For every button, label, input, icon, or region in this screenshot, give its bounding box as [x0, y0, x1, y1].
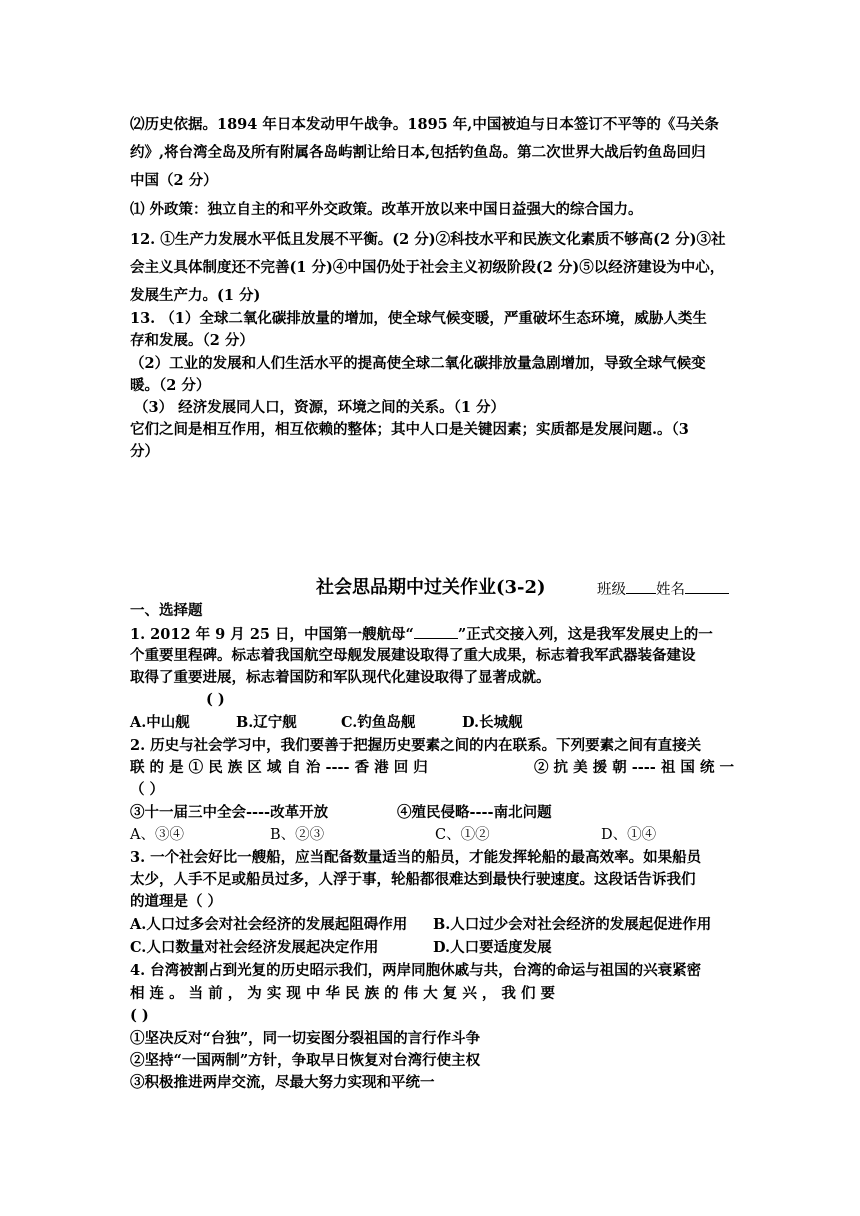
q3-line-1: 3. 一个社会好比一艘船，应当配备数量适当的船员，才能发挥轮船的最高效率。如果船员 [130, 849, 702, 866]
answer-line-9: 存和发展。（2 分） [130, 332, 254, 349]
name-label: 姓名 [656, 582, 685, 598]
answer-line-4: ⑴ 外政策：独立自主的和平外交政策。改革开放以来中国日益强大的综合国力。 [130, 201, 643, 218]
page-title: 社会思品期中过关作业(3-2) [316, 577, 546, 598]
answer-line-7: 发展生产力。(1 分) [130, 287, 261, 304]
q1-option-c: C.钓鱼岛舰 [341, 714, 416, 731]
q1-blank [414, 624, 458, 639]
q4-answer-paren: ( ) [130, 1007, 149, 1024]
q3-line-3: 的道理是（ ） [130, 893, 223, 910]
answer-line-13: 它们之间是相互作用，相互依赖的整体；其中人口是关键因素；实质都是发展问题.。（3 [130, 421, 689, 438]
q4-line-2: 相 连 。 当 前 ， 为 实 现 中 华 民 族 的 伟 大 复 兴 ， 我 们 要 [130, 985, 556, 1002]
q3-line-2: 太少，人手不足或船员过多，人浮于事，轮船都很难达到最快行驶速度。这段话告诉我们 [130, 871, 696, 888]
answer-line-10: （2）工业的发展和人们生活水平的提高使全球二氧化碳排放量急剧增加，导致全球气候变 [130, 355, 706, 372]
q2-option-b: B、②③ [270, 827, 325, 843]
q1-option-a: A.中山舰 [130, 714, 190, 731]
answer-line-5: 12. ①生产力发展水平低且发展不平衡。(2 分)②科技水平和民族文化素质不够高(2 分)③社 [130, 231, 726, 248]
q4-item-1: ①坚决反对“台独”，同一切妄图分裂祖国的言行作斗争 [130, 1030, 481, 1047]
name-blank [685, 579, 729, 594]
answer-line-8: 13. （1）全球二氧化碳排放量的增加，使全球气候变暖，严重破坏生态环境，威胁人类生 [130, 310, 707, 327]
answer-line-6: 会主义具体制度还不完善(1 分)④中国仍处于社会主义初级阶段(2 分)⑤以经济建设为中心， [130, 259, 725, 276]
q2-line-2a: 联 的 是 ① 民 族 区 域 自 治 ---- 香 港 回 归 [130, 759, 428, 776]
q1-option-d: D.长城舰 [462, 714, 523, 731]
q1-text-a: 1. 2012 年 9 月 25 日，中国第一艘航母“ [130, 626, 414, 643]
q4-line-1: 4. 台湾被割占到光复的历史昭示我们，两岸同胞休戚与共，台湾的命运与祖国的兴衰紧密 [130, 962, 702, 979]
answer-line-2: 约》,将台湾全岛及所有附属各岛屿割让给日本,包括钓鱼岛。第二次世界大战后钓鱼岛回归 [130, 144, 706, 161]
q1-text-b: ”正式交接入列，这是我军发展史上的一 [457, 626, 713, 643]
q2-line-4a: ③十一届三中全会----改革开放 [130, 804, 329, 821]
answer-line-14: 分） [130, 443, 159, 460]
class-blank [626, 579, 656, 594]
q4-item-3: ③积极推进两岸交流，尽最大努力实现和平统一 [130, 1074, 435, 1091]
q1-line-2: 个重要里程碑。标志着我国航空母舰发展建设取得了重大成果，标志着我军武器装备建设 [130, 647, 696, 664]
class-label: 班级 [597, 582, 626, 598]
q4-item-2: ②坚持“一国两制”方针，争取早日恢复对台湾行使主权 [130, 1052, 481, 1069]
section-heading: 一、选择题 [130, 602, 203, 619]
q1-option-b: B.辽宁舰 [236, 714, 297, 731]
q2-option-d: D、①④ [601, 827, 657, 843]
q3-option-c: C.人口数量对社会经济发展起决定作用 [130, 939, 379, 956]
q2-line-2b: ② 抗 美 援 朝 ---- 祖 国 统 一 [534, 759, 735, 776]
answer-line-1: ⑵历史依据。1894 年日本发动甲午战争。1895 年,中国被迫与日本签订不平等的《马关条 [130, 116, 719, 133]
answer-line-11: 暖。（2 分） [130, 377, 211, 394]
q3-option-b: B.人口过少会对社会经济的发展起促进作用 [433, 916, 712, 933]
q1-answer-paren: ( ) [206, 691, 225, 708]
q2-line-4b: ④殖民侵略----南北问题 [397, 804, 552, 821]
class-name-fields [597, 579, 729, 600]
q2-answer-paren: （ ） [130, 781, 165, 798]
q1-line-3: 取得了重要进展，标志着国防和军队现代化建设取得了显著成就。 [130, 669, 551, 686]
q3-option-d: D.人口要适度发展 [433, 939, 552, 956]
answer-line-12: （3） 经济发展同人口，资源，环境之间的关系。（1 分） [134, 399, 506, 416]
q2-option-a: A、③④ [130, 827, 184, 843]
q3-option-a: A.人口过多会对社会经济的发展起阻碍作用 [130, 916, 408, 933]
answer-line-3: 中国（2 分） [130, 172, 218, 189]
q1-line-1 [130, 624, 740, 645]
q2-option-c: C、①② [435, 827, 490, 843]
q2-line-1: 2. 历史与社会学习中，我们要善于把握历史要素之间的内在联系。下列要素之间有直接关 [130, 737, 702, 754]
